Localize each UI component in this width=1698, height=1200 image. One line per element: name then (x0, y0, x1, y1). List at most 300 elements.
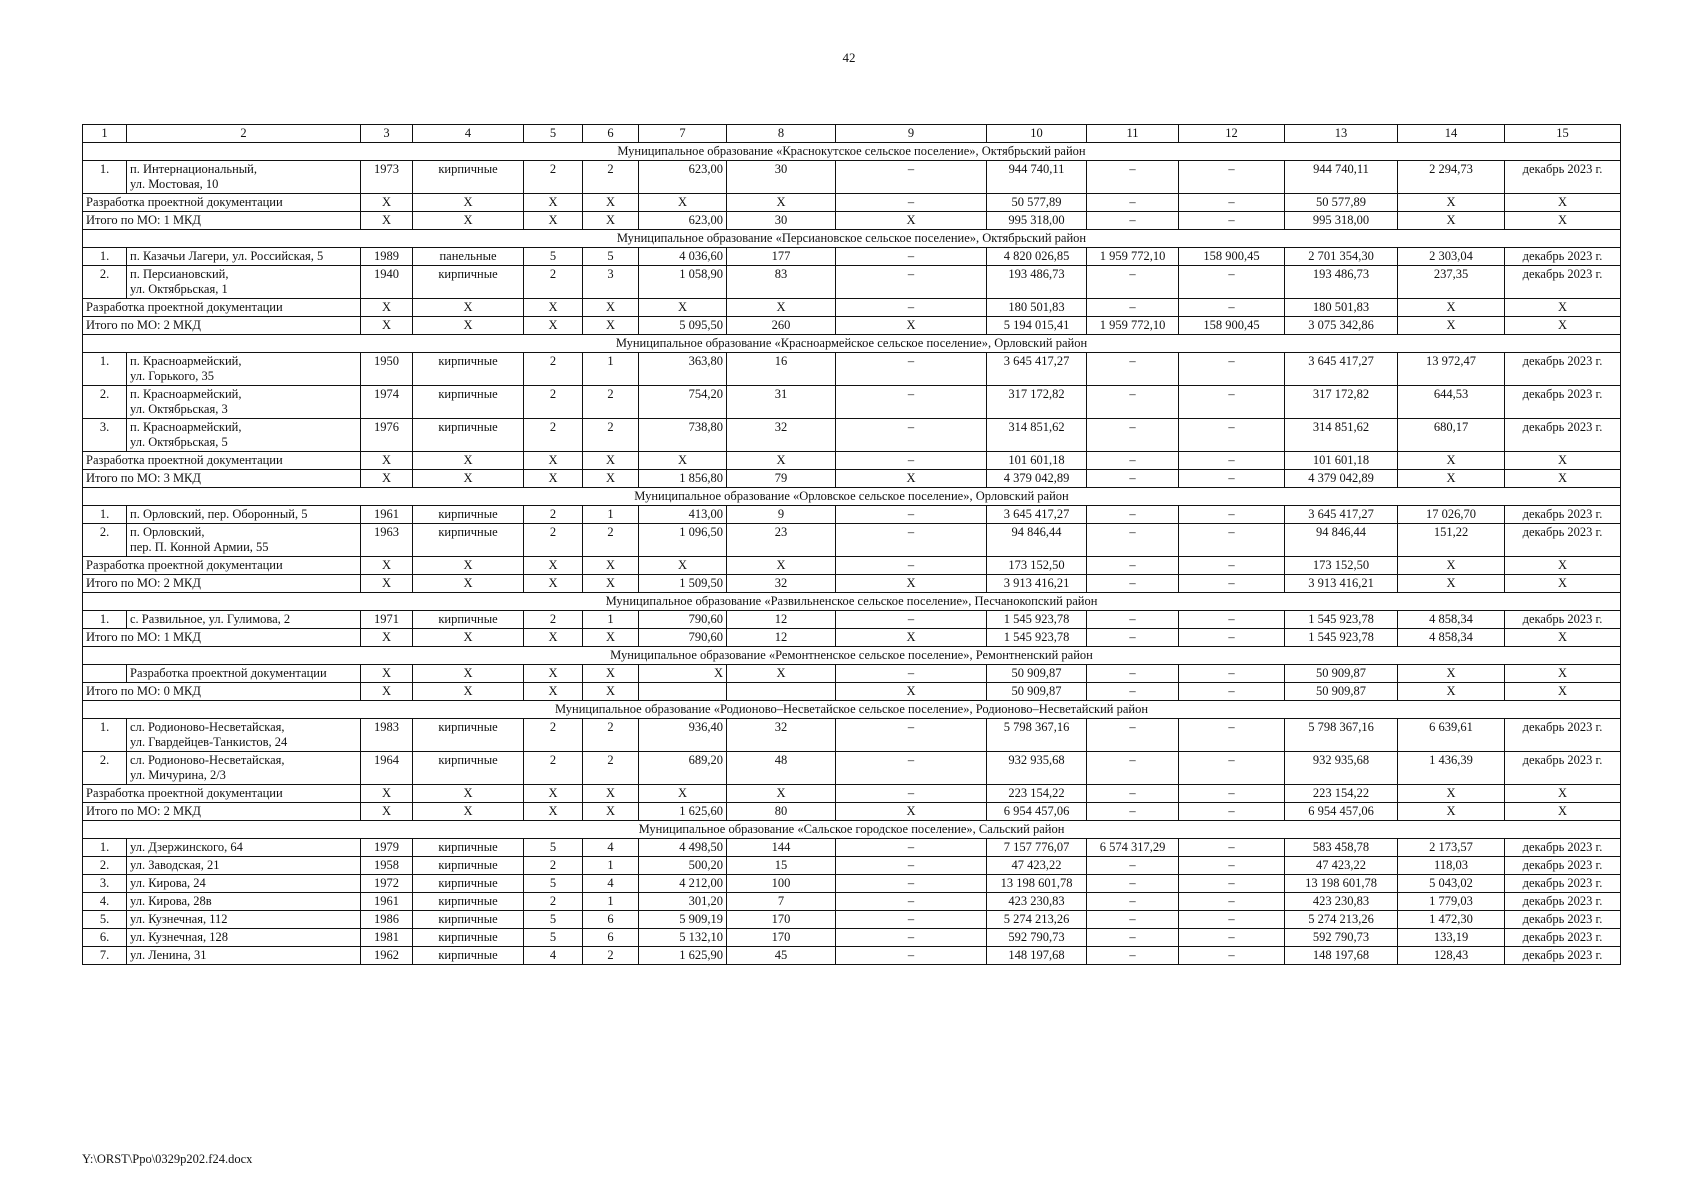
table-cell: 680,17 (1398, 419, 1505, 452)
table-cell: X (361, 557, 413, 575)
table-cell: – (1087, 875, 1179, 893)
row-label: Итого по МО: 1 МКД (83, 629, 361, 647)
table-cell: – (1087, 752, 1179, 785)
table-cell: 1. (83, 248, 127, 266)
table-cell (727, 683, 836, 701)
table-cell: 5. (83, 911, 127, 929)
table-cell: 5 274 213,26 (1285, 911, 1398, 929)
table-cell: кирпичные (413, 506, 524, 524)
table-cell: 1. (83, 506, 127, 524)
table-cell: 1 (583, 353, 639, 386)
table-cell: X (524, 665, 583, 683)
table-cell: 9 (727, 506, 836, 524)
table-cell: 1 (583, 611, 639, 629)
table-cell: 5 274 213,26 (987, 911, 1087, 929)
column-number-cell: 3 (361, 125, 413, 143)
table-cell: – (1087, 161, 1179, 194)
table-cell: 5 (524, 911, 583, 929)
table-cell: X (1398, 683, 1505, 701)
table-cell: X (524, 683, 583, 701)
building-row (83, 719, 1621, 752)
column-number-cell: 9 (836, 125, 987, 143)
table-cell: 1964 (361, 752, 413, 785)
table-cell: п. Орловский, пер. Оборонный, 5 (127, 506, 361, 524)
table-cell: 83 (727, 266, 836, 299)
table-cell: декабрь 2023 г. (1505, 929, 1621, 947)
building-row (83, 839, 1621, 857)
table-cell: 1 779,03 (1398, 893, 1505, 911)
design-docs-row (83, 557, 1621, 575)
table-cell: X (413, 803, 524, 821)
table-cell: 1961 (361, 506, 413, 524)
table-cell: 3 645 417,27 (987, 506, 1087, 524)
table-cell: 1 959 772,10 (1087, 248, 1179, 266)
row-label: Разработка проектной документации (83, 785, 361, 803)
table-cell: 173 152,50 (987, 557, 1087, 575)
table-cell: 592 790,73 (1285, 929, 1398, 947)
table-cell: 4. (83, 893, 127, 911)
table-cell: 1. (83, 611, 127, 629)
table-cell: X (639, 557, 727, 575)
table-cell: 1972 (361, 875, 413, 893)
table-cell: 148 197,68 (987, 947, 1087, 965)
table-cell: 50 909,87 (987, 683, 1087, 701)
table-cell: 1986 (361, 911, 413, 929)
table-cell: 4 498,50 (639, 839, 727, 857)
table-cell: 2 (524, 893, 583, 911)
building-row (83, 419, 1621, 452)
table-cell: 314 851,62 (1285, 419, 1398, 452)
table-cell: 1950 (361, 353, 413, 386)
column-number-row (83, 125, 1621, 143)
row-label: Итого по МО: 2 МКД (83, 317, 361, 335)
table-cell: 128,43 (1398, 947, 1505, 965)
table-cell: 13 972,47 (1398, 353, 1505, 386)
table-cell: 45 (727, 947, 836, 965)
table-cell: 148 197,68 (1285, 947, 1398, 965)
table-cell: 790,60 (639, 629, 727, 647)
table-cell: 592 790,73 (987, 929, 1087, 947)
table-cell: 80 (727, 803, 836, 821)
table-cell: Разработка проектной документации (127, 665, 361, 683)
table-cell: ул. Кузнечная, 112 (127, 911, 361, 929)
table-cell: 3. (83, 875, 127, 893)
table-cell: 173 152,50 (1285, 557, 1398, 575)
table-cell: 50 577,89 (987, 194, 1087, 212)
table-cell: 5 194 015,41 (987, 317, 1087, 335)
building-row (83, 947, 1621, 965)
table-cell: 1940 (361, 266, 413, 299)
table-cell: 3 645 417,27 (1285, 506, 1398, 524)
table-cell: X (836, 803, 987, 821)
table-cell: 1 058,90 (639, 266, 727, 299)
table-cell: 30 (727, 212, 836, 230)
table-cell: 2 294,73 (1398, 161, 1505, 194)
table-cell: 1 545 923,78 (987, 629, 1087, 647)
table-cell: – (1087, 299, 1179, 317)
table-cell: 5 (524, 839, 583, 857)
table-cell: ул. Кузнечная, 128 (127, 929, 361, 947)
row-label: Итого по МО: 3 МКД (83, 470, 361, 488)
table-cell: – (1179, 683, 1285, 701)
table-cell: ул. Ленина, 31 (127, 947, 361, 965)
table-cell: 932 935,68 (1285, 752, 1398, 785)
table-cell: 314 851,62 (987, 419, 1087, 452)
table-cell: 1 (583, 857, 639, 875)
table-cell: 1979 (361, 839, 413, 857)
table-cell: X (1505, 470, 1621, 488)
column-number-cell: 6 (583, 125, 639, 143)
table-cell: – (1087, 524, 1179, 557)
table-cell: 94 846,44 (1285, 524, 1398, 557)
table-cell: 4 (524, 947, 583, 965)
table-cell: 2 (524, 386, 583, 419)
table-cell: – (1179, 785, 1285, 803)
table-cell: 1 472,30 (1398, 911, 1505, 929)
row-label: Разработка проектной документации (83, 557, 361, 575)
table-cell: 2 (524, 506, 583, 524)
table-cell: кирпичные (413, 419, 524, 452)
table-cell: X (836, 683, 987, 701)
table-cell: 5 132,10 (639, 929, 727, 947)
table-cell: 2 (524, 752, 583, 785)
table-cell: X (1398, 194, 1505, 212)
table-cell: 689,20 (639, 752, 727, 785)
table-cell: – (836, 839, 987, 857)
table-cell: X (583, 575, 639, 593)
table-cell: 5 798 367,16 (987, 719, 1087, 752)
column-number-cell: 15 (1505, 125, 1621, 143)
table-cell: 13 198 601,78 (1285, 875, 1398, 893)
table-cell: 4 820 026,85 (987, 248, 1087, 266)
table-cell: 363,80 (639, 353, 727, 386)
table-cell: X (524, 317, 583, 335)
table-cell: X (413, 452, 524, 470)
table-cell: – (1179, 506, 1285, 524)
table-cell: X (1398, 212, 1505, 230)
table-cell: X (1505, 575, 1621, 593)
table-cell: X (361, 194, 413, 212)
table-cell: 7 157 776,07 (987, 839, 1087, 857)
housing-repair-table (82, 124, 1621, 965)
table-cell: – (836, 947, 987, 965)
column-number-cell: 12 (1179, 125, 1285, 143)
table-cell: декабрь 2023 г. (1505, 353, 1621, 386)
table-cell: 423 230,83 (1285, 893, 1398, 911)
table-cell: 50 909,87 (1285, 665, 1398, 683)
table-cell: п. Интернациональный, ул. Мостовая, 10 (127, 161, 361, 194)
table-cell: кирпичные (413, 161, 524, 194)
table-cell: – (1179, 911, 1285, 929)
table-cell: X (413, 194, 524, 212)
table-cell: декабрь 2023 г. (1505, 875, 1621, 893)
table-cell: кирпичные (413, 752, 524, 785)
table-cell: X (524, 452, 583, 470)
table-cell: кирпичные (413, 875, 524, 893)
design-docs-row (83, 194, 1621, 212)
table-cell: – (836, 752, 987, 785)
table-cell: – (836, 929, 987, 947)
table-cell: 2 (583, 386, 639, 419)
table-cell: 144 (727, 839, 836, 857)
municipality-header-row (83, 593, 1621, 611)
table-cell: X (413, 557, 524, 575)
design-docs-row (83, 785, 1621, 803)
table-cell: X (524, 575, 583, 593)
table-cell: 237,35 (1398, 266, 1505, 299)
table-cell: X (1398, 317, 1505, 335)
table-cell: 413,00 (639, 506, 727, 524)
table-cell: 7. (83, 947, 127, 965)
table-cell: 2 (583, 947, 639, 965)
table-cell: X (583, 665, 639, 683)
table-cell: 2 (524, 524, 583, 557)
column-number-cell: 5 (524, 125, 583, 143)
table-cell: декабрь 2023 г. (1505, 611, 1621, 629)
table-cell: X (1398, 452, 1505, 470)
table-cell: панельные (413, 248, 524, 266)
table-cell: X (583, 683, 639, 701)
table-cell: 50 909,87 (1285, 683, 1398, 701)
table-cell: 317 172,82 (1285, 386, 1398, 419)
table-cell: X (727, 557, 836, 575)
table-cell: 4 858,34 (1398, 629, 1505, 647)
table-cell: – (1087, 857, 1179, 875)
table-cell: X (1398, 803, 1505, 821)
table-cell: – (1179, 857, 1285, 875)
table-cell: X (361, 683, 413, 701)
row-label: Разработка проектной документации (83, 299, 361, 317)
table-cell: 101 601,18 (987, 452, 1087, 470)
table-cell: 2 173,57 (1398, 839, 1505, 857)
table-cell: 500,20 (639, 857, 727, 875)
table-cell: 1989 (361, 248, 413, 266)
table-cell: 1 959 772,10 (1087, 317, 1179, 335)
table-cell: 583 458,78 (1285, 839, 1398, 857)
table-cell: X (1398, 557, 1505, 575)
table-cell: 260 (727, 317, 836, 335)
table-cell: 223 154,22 (987, 785, 1087, 803)
municipality-header-row (83, 230, 1621, 248)
building-row (83, 929, 1621, 947)
building-row (83, 911, 1621, 929)
table-cell: – (1087, 506, 1179, 524)
table-cell: 101 601,18 (1285, 452, 1398, 470)
table-cell: декабрь 2023 г. (1505, 839, 1621, 857)
table-cell: X (1505, 785, 1621, 803)
table-cell: 4 858,34 (1398, 611, 1505, 629)
table-cell: – (1179, 665, 1285, 683)
column-number-cell: 2 (127, 125, 361, 143)
table-cell: X (1398, 575, 1505, 593)
column-number-cell: 14 (1398, 125, 1505, 143)
table-cell: X (524, 785, 583, 803)
table-cell: 2 (524, 419, 583, 452)
design-docs-row (83, 299, 1621, 317)
table-cell: – (836, 911, 987, 929)
table-cell: 2. (83, 524, 127, 557)
subtotal-row (83, 683, 1621, 701)
municipality-header-row (83, 143, 1621, 161)
table-cell: 170 (727, 929, 836, 947)
table-cell: X (583, 452, 639, 470)
table-cell: X (413, 575, 524, 593)
table-cell: 50 909,87 (987, 665, 1087, 683)
table-cell: сл. Родионово-Несветайская, ул. Мичурина, 2/3 (127, 752, 361, 785)
table-cell: 4 212,00 (639, 875, 727, 893)
table-cell: 23 (727, 524, 836, 557)
table-cell: декабрь 2023 г. (1505, 911, 1621, 929)
table-cell: 4 (583, 839, 639, 857)
row-label: Итого по МО: 1 МКД (83, 212, 361, 230)
table-cell: 2 (524, 611, 583, 629)
column-number-cell: 4 (413, 125, 524, 143)
table-cell: – (1087, 470, 1179, 488)
table-cell: – (1179, 194, 1285, 212)
table-cell: – (1087, 683, 1179, 701)
table-cell: – (1087, 785, 1179, 803)
table-cell: X (639, 299, 727, 317)
table-cell: X (639, 194, 727, 212)
table-cell: X (583, 470, 639, 488)
table-cell: 2 (524, 266, 583, 299)
table-cell: декабрь 2023 г. (1505, 893, 1621, 911)
table-cell: 1983 (361, 719, 413, 752)
column-number-cell: 8 (727, 125, 836, 143)
table-cell: 5 (524, 875, 583, 893)
table-cell: 932 935,68 (987, 752, 1087, 785)
table-cell: 2 (524, 719, 583, 752)
table-cell: 623,00 (639, 212, 727, 230)
table-cell: 3 075 342,86 (1285, 317, 1398, 335)
table-cell: – (1087, 452, 1179, 470)
municipality-title: Муниципальное образование «Развильненское сельское поселение», Песчанокопский район (83, 593, 1621, 611)
table-cell: 995 318,00 (987, 212, 1087, 230)
table-cell: X (583, 317, 639, 335)
table-cell: декабрь 2023 г. (1505, 524, 1621, 557)
table-cell: X (361, 299, 413, 317)
row-label: Разработка проектной документации (83, 452, 361, 470)
table-cell: – (836, 248, 987, 266)
subtotal-row (83, 629, 1621, 647)
table-cell: – (1179, 452, 1285, 470)
table-cell: 2. (83, 752, 127, 785)
table-cell: 1971 (361, 611, 413, 629)
column-number-cell: 11 (1087, 125, 1179, 143)
table-cell: 1 625,60 (639, 803, 727, 821)
table-cell: – (1179, 803, 1285, 821)
table-cell: – (1179, 557, 1285, 575)
building-row (83, 665, 1621, 683)
table-cell: X (1505, 452, 1621, 470)
table-cell: – (836, 419, 987, 452)
table-cell: 158 900,45 (1179, 317, 1285, 335)
table-cell: 1 856,80 (639, 470, 727, 488)
table-cell: X (1505, 212, 1621, 230)
table-cell: 94 846,44 (987, 524, 1087, 557)
table-cell: – (1087, 419, 1179, 452)
table-cell: п. Красноармейский, ул. Октябрьская, 5 (127, 419, 361, 452)
table-cell: декабрь 2023 г. (1505, 161, 1621, 194)
table-cell: 1 436,39 (1398, 752, 1505, 785)
table-cell: 4 (583, 875, 639, 893)
table-cell: – (1087, 719, 1179, 752)
table-cell: 1 545 923,78 (1285, 629, 1398, 647)
table-cell: с. Развильное, ул. Гулимова, 2 (127, 611, 361, 629)
table-cell: кирпичные (413, 911, 524, 929)
table-cell: – (836, 785, 987, 803)
table-cell: X (1398, 299, 1505, 317)
table-cell: п. Казачьи Лагери, ул. Российская, 5 (127, 248, 361, 266)
table-cell: 3 645 417,27 (1285, 353, 1398, 386)
building-row (83, 266, 1621, 299)
row-label: Итого по МО: 2 МКД (83, 575, 361, 593)
table-cell: 2 (583, 161, 639, 194)
table-cell: 5 095,50 (639, 317, 727, 335)
table-cell: 12 (727, 629, 836, 647)
table-cell: 2 (524, 857, 583, 875)
table-cell: 944 740,11 (1285, 161, 1398, 194)
table-cell: 48 (727, 752, 836, 785)
table-cell: 5 (524, 929, 583, 947)
building-row (83, 506, 1621, 524)
table-cell: 1962 (361, 947, 413, 965)
table-cell: 1 509,50 (639, 575, 727, 593)
table-cell: 2 (583, 752, 639, 785)
building-row (83, 353, 1621, 386)
table-cell: декабрь 2023 г. (1505, 248, 1621, 266)
table-cell: 3 645 417,27 (987, 353, 1087, 386)
table-cell: X (1505, 317, 1621, 335)
table-cell: X (413, 629, 524, 647)
table-cell: – (1087, 386, 1179, 419)
table-cell: 16 (727, 353, 836, 386)
table-cell: X (639, 452, 727, 470)
table-cell: 623,00 (639, 161, 727, 194)
table-cell: 1. (83, 161, 127, 194)
table-cell: п. Персиановский, ул. Октябрьская, 1 (127, 266, 361, 299)
table-cell: X (583, 629, 639, 647)
design-docs-row (83, 452, 1621, 470)
municipality-title: Муниципальное образование «Ремонтненское сельское поселение», Ремонтненский район (83, 647, 1621, 665)
table-cell: – (836, 161, 987, 194)
table-cell: – (1179, 524, 1285, 557)
table-cell: X (361, 803, 413, 821)
table-cell: 177 (727, 248, 836, 266)
column-number-cell: 10 (987, 125, 1087, 143)
table-cell: – (1179, 929, 1285, 947)
table-cell: – (836, 506, 987, 524)
table-cell: – (836, 857, 987, 875)
table-cell: кирпичные (413, 839, 524, 857)
table-cell (639, 683, 727, 701)
table-cell: – (1087, 665, 1179, 683)
table-cell: 2. (83, 386, 127, 419)
table-cell: 4 379 042,89 (987, 470, 1087, 488)
subtotal-row (83, 212, 1621, 230)
table-cell: 133,19 (1398, 929, 1505, 947)
table-cell: X (361, 212, 413, 230)
table-cell: – (836, 719, 987, 752)
table-cell: – (1179, 611, 1285, 629)
table-cell: 180 501,83 (1285, 299, 1398, 317)
table-cell: 79 (727, 470, 836, 488)
table-cell: 1 (583, 893, 639, 911)
table-cell: X (727, 299, 836, 317)
table-cell: п. Красноармейский, ул. Горького, 35 (127, 353, 361, 386)
table-cell: X (1398, 665, 1505, 683)
table-cell: 1 096,50 (639, 524, 727, 557)
